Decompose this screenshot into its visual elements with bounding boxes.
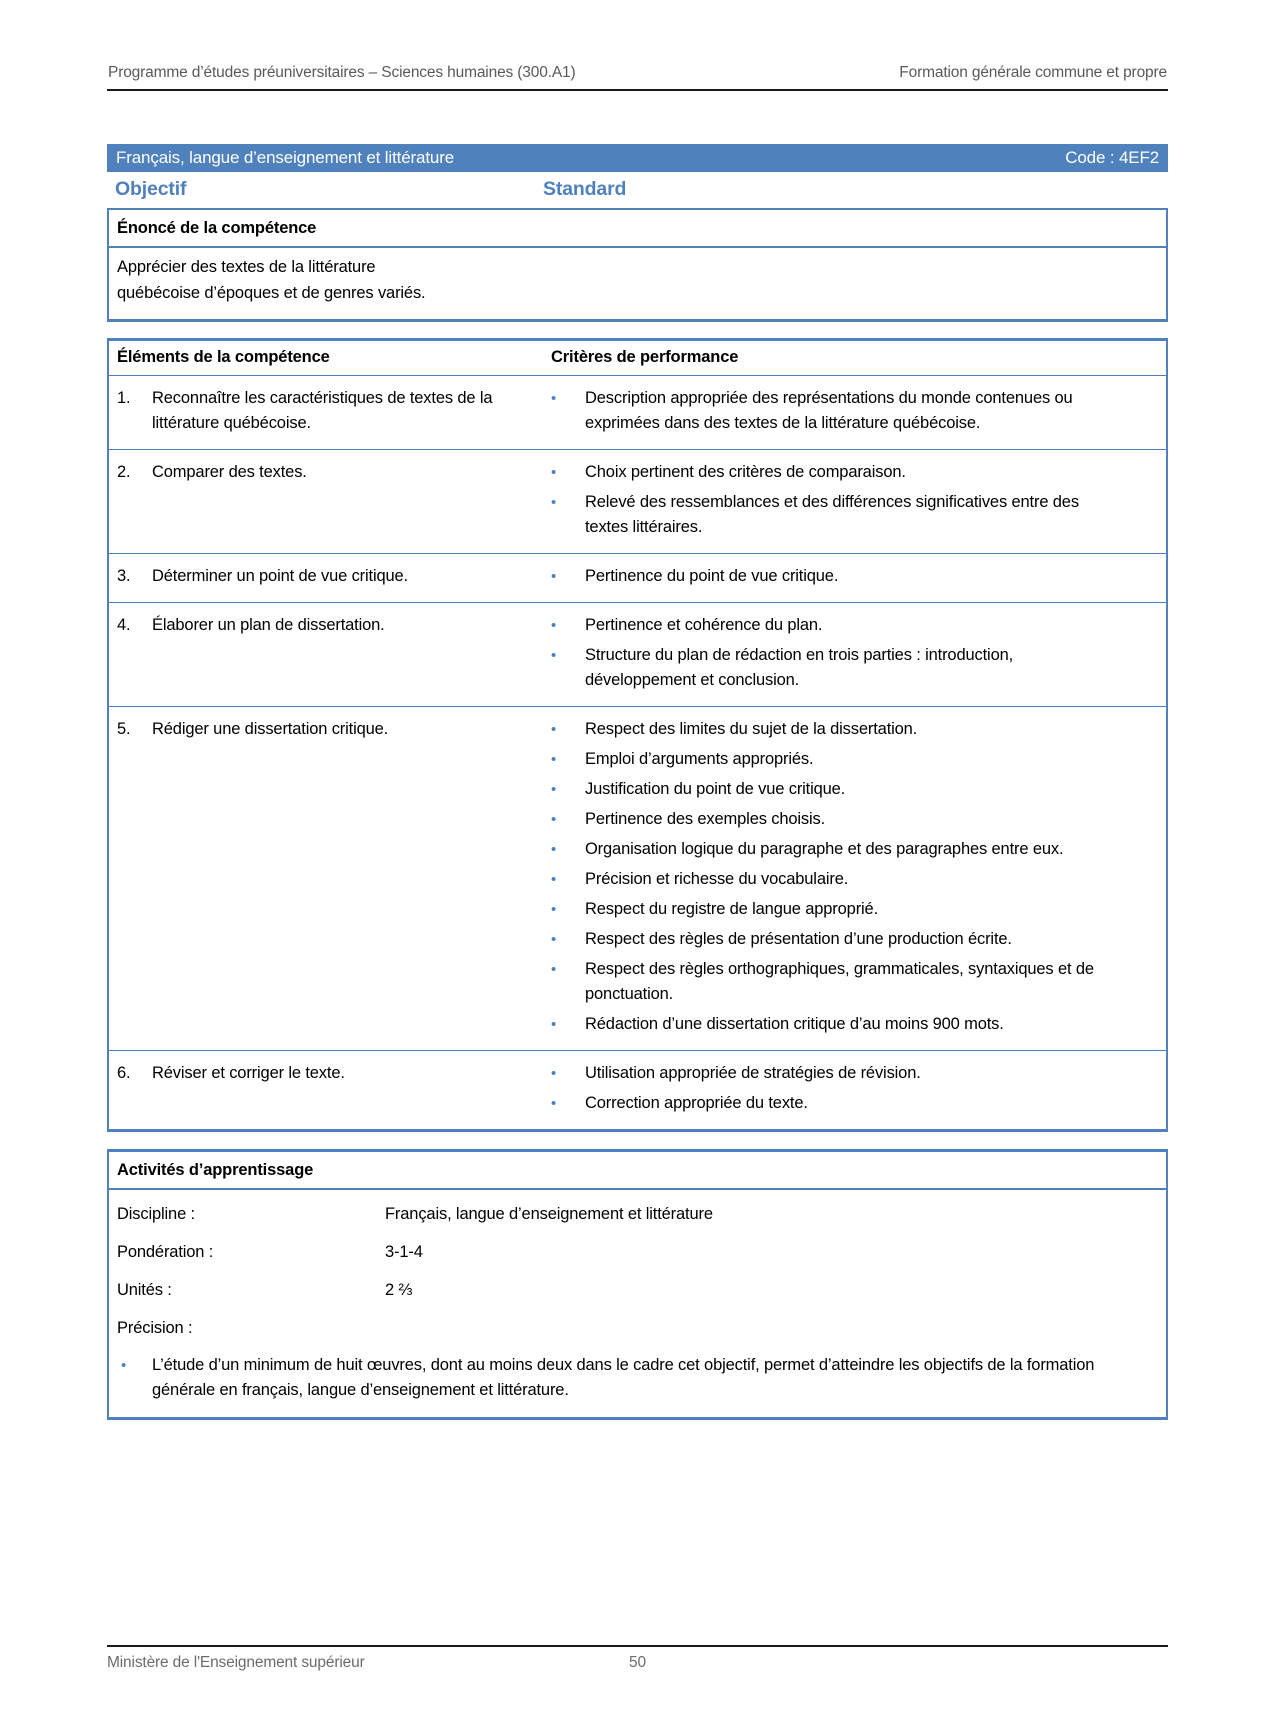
bullet-icon: •	[551, 931, 557, 948]
col-header-criteres: Critères de performance	[551, 348, 739, 366]
bullet-icon: •	[551, 781, 557, 798]
criterion-text: Respect des règles de présentation d’une production écrite.	[585, 930, 1012, 948]
criterion-text: Organisation logique du paragraphe et des paragraphes entre eux.	[585, 840, 1064, 858]
criterion-item	[543, 490, 1108, 540]
table-row	[109, 553, 1166, 602]
table-row	[109, 706, 1166, 1050]
bullet-icon: •	[551, 568, 557, 585]
field-row	[117, 1195, 1158, 1233]
footer-spacer	[814, 1654, 1168, 1672]
table-row	[109, 449, 1166, 553]
field-label: Unités :	[117, 1281, 172, 1299]
bullet-icon: •	[551, 494, 557, 511]
criterion-item	[543, 747, 1108, 772]
objectif-heading: Objectif	[115, 178, 187, 200]
course-code: Code : 4EF2	[1065, 148, 1159, 167]
precision-bullet-item	[117, 1347, 1158, 1403]
criterion-text: Correction appropriée du texte.	[585, 1094, 808, 1112]
criterion-item	[543, 927, 1108, 952]
table-row	[109, 602, 1166, 706]
criterion-text: Structure du plan de rédaction en trois parties : introduction, développement et conclusion.	[585, 646, 1014, 689]
competence-table	[107, 338, 1168, 1132]
header-program-title: Programme d’études préuniversitaires – Sciences humaines (300.A1)	[108, 64, 576, 81]
criterion-item	[543, 957, 1108, 1007]
bullet-icon: •	[551, 1016, 557, 1033]
criterion-item	[543, 460, 1108, 485]
criterion-text: Pertinence des exemples choisis.	[585, 810, 826, 828]
field-value	[385, 1316, 1158, 1341]
criterion-item	[543, 386, 1108, 436]
criterion-text: Respect des règles orthographiques, grammaticales, syntaxiques et de ponctuation.	[585, 960, 1094, 1003]
criterion-text: Choix pertinent des critères de comparaison.	[585, 463, 906, 481]
bullet-icon: •	[551, 811, 557, 828]
row-number: 1.	[117, 389, 131, 407]
field-value: 3-1-4	[385, 1243, 423, 1261]
criterion-item	[543, 777, 1108, 802]
course-title: Français, langue d’enseignement et littérature	[116, 148, 455, 167]
criterion-item	[543, 613, 1108, 638]
row-number: 5.	[117, 720, 131, 738]
field-label: Précision :	[117, 1319, 193, 1337]
criterion-item	[543, 564, 1108, 589]
bullet-icon: •	[551, 871, 557, 888]
criterion-text: Relevé des ressemblances et des différences significatives entre des textes littéraires.	[585, 493, 1079, 536]
enonce-table	[107, 208, 1168, 322]
element-text: Réviser et corriger le texte.	[152, 1064, 345, 1082]
bullet-icon: •	[121, 1357, 127, 1374]
activites-heading: Activités d’apprentissage	[109, 1152, 1166, 1190]
criterion-item	[543, 807, 1108, 832]
row-number: 4.	[117, 616, 131, 634]
element-text: Comparer des textes.	[152, 463, 307, 481]
criterion-item	[543, 643, 1108, 693]
criterion-text: Pertinence du point de vue critique.	[585, 567, 839, 585]
bullet-icon: •	[551, 617, 557, 634]
element-text: Déterminer un point de vue critique.	[152, 567, 408, 585]
bullet-icon: •	[551, 390, 557, 407]
criterion-text: Pertinence et cohérence du plan.	[585, 616, 823, 634]
field-row	[117, 1271, 1158, 1309]
objectif-standard-row	[107, 178, 1168, 201]
criterion-text: Emploi d’arguments appropriés.	[585, 750, 814, 768]
field-value: 2 ⅔	[385, 1281, 413, 1299]
activites-body	[109, 1190, 1166, 1417]
standard-heading: Standard	[543, 178, 627, 200]
element-text: Élaborer un plan de dissertation.	[152, 616, 385, 634]
row-number: 3.	[117, 567, 131, 585]
bullet-icon: •	[551, 1065, 557, 1082]
row-number: 2.	[117, 463, 131, 481]
table-row	[109, 375, 1166, 449]
page-content	[107, 64, 1168, 1420]
bullet-icon: •	[551, 721, 557, 738]
running-header	[107, 64, 1168, 91]
criterion-text: Justification du point de vue critique.	[585, 780, 846, 798]
criterion-item	[543, 717, 1108, 742]
enonce-body	[109, 248, 1166, 319]
bullet-icon: •	[551, 464, 557, 481]
col-header-elements: Éléments de la compétence	[117, 348, 330, 366]
criterion-item	[543, 867, 1108, 892]
bullet-icon: •	[551, 1095, 557, 1112]
enonce-line-1: Apprécier des textes de la littérature	[117, 258, 376, 276]
enonce-line-2: québécoise d’époques et de genres variés.	[117, 284, 426, 302]
bullet-icon: •	[551, 841, 557, 858]
field-label: Discipline :	[117, 1205, 195, 1223]
bullet-icon: •	[551, 901, 557, 918]
activites-table	[107, 1149, 1168, 1420]
element-text: Rédiger une dissertation critique.	[152, 720, 389, 738]
footer-ministry: Ministère de l'Enseignement supérieur	[107, 1654, 365, 1671]
element-text: Reconnaître les caractéristiques de textes de la littérature québécoise.	[152, 389, 493, 432]
bullet-icon: •	[551, 751, 557, 768]
criterion-text: Respect des limites du sujet de la dissertation.	[585, 720, 918, 738]
criterion-text: Précision et richesse du vocabulaire.	[585, 870, 849, 888]
criterion-item	[543, 1061, 1108, 1086]
criterion-item	[543, 897, 1108, 922]
field-row	[117, 1233, 1158, 1271]
footer-page-number: 50	[629, 1654, 646, 1671]
enonce-heading: Énoncé de la compétence	[109, 210, 1166, 248]
criterion-text: Description appropriée des représentations du monde contenues ou exprimées dans des textes de la littérature québécoise.	[585, 389, 1073, 432]
header-section-title: Formation générale commune et propre	[899, 64, 1167, 81]
field-value: Français, langue d’enseignement et littérature	[385, 1205, 713, 1223]
criterion-text: Rédaction d’une dissertation critique d’au moins 900 mots.	[585, 1015, 1004, 1033]
field-label: Pondération :	[117, 1243, 214, 1261]
row-number: 6.	[117, 1064, 131, 1082]
competence-table-header	[109, 341, 1166, 375]
field-row	[117, 1309, 1158, 1347]
criterion-item	[543, 1012, 1108, 1037]
precision-text: L’étude d’un minimum de huit œuvres, dont au moins deux dans le cadre cet objectif, permet d’atteindre les objectifs de la formation générale en français, langue d’enseignement et littérature.	[152, 1356, 1095, 1399]
running-footer	[107, 1645, 1168, 1672]
course-title-bar	[107, 144, 1168, 172]
criterion-item	[543, 837, 1108, 862]
criterion-item	[543, 1091, 1108, 1116]
bullet-icon: •	[551, 961, 557, 978]
table-row	[109, 1050, 1166, 1129]
criterion-text: Utilisation appropriée de stratégies de révision.	[585, 1064, 921, 1082]
bullet-icon: •	[551, 647, 557, 664]
criterion-text: Respect du registre de langue approprié.	[585, 900, 879, 918]
